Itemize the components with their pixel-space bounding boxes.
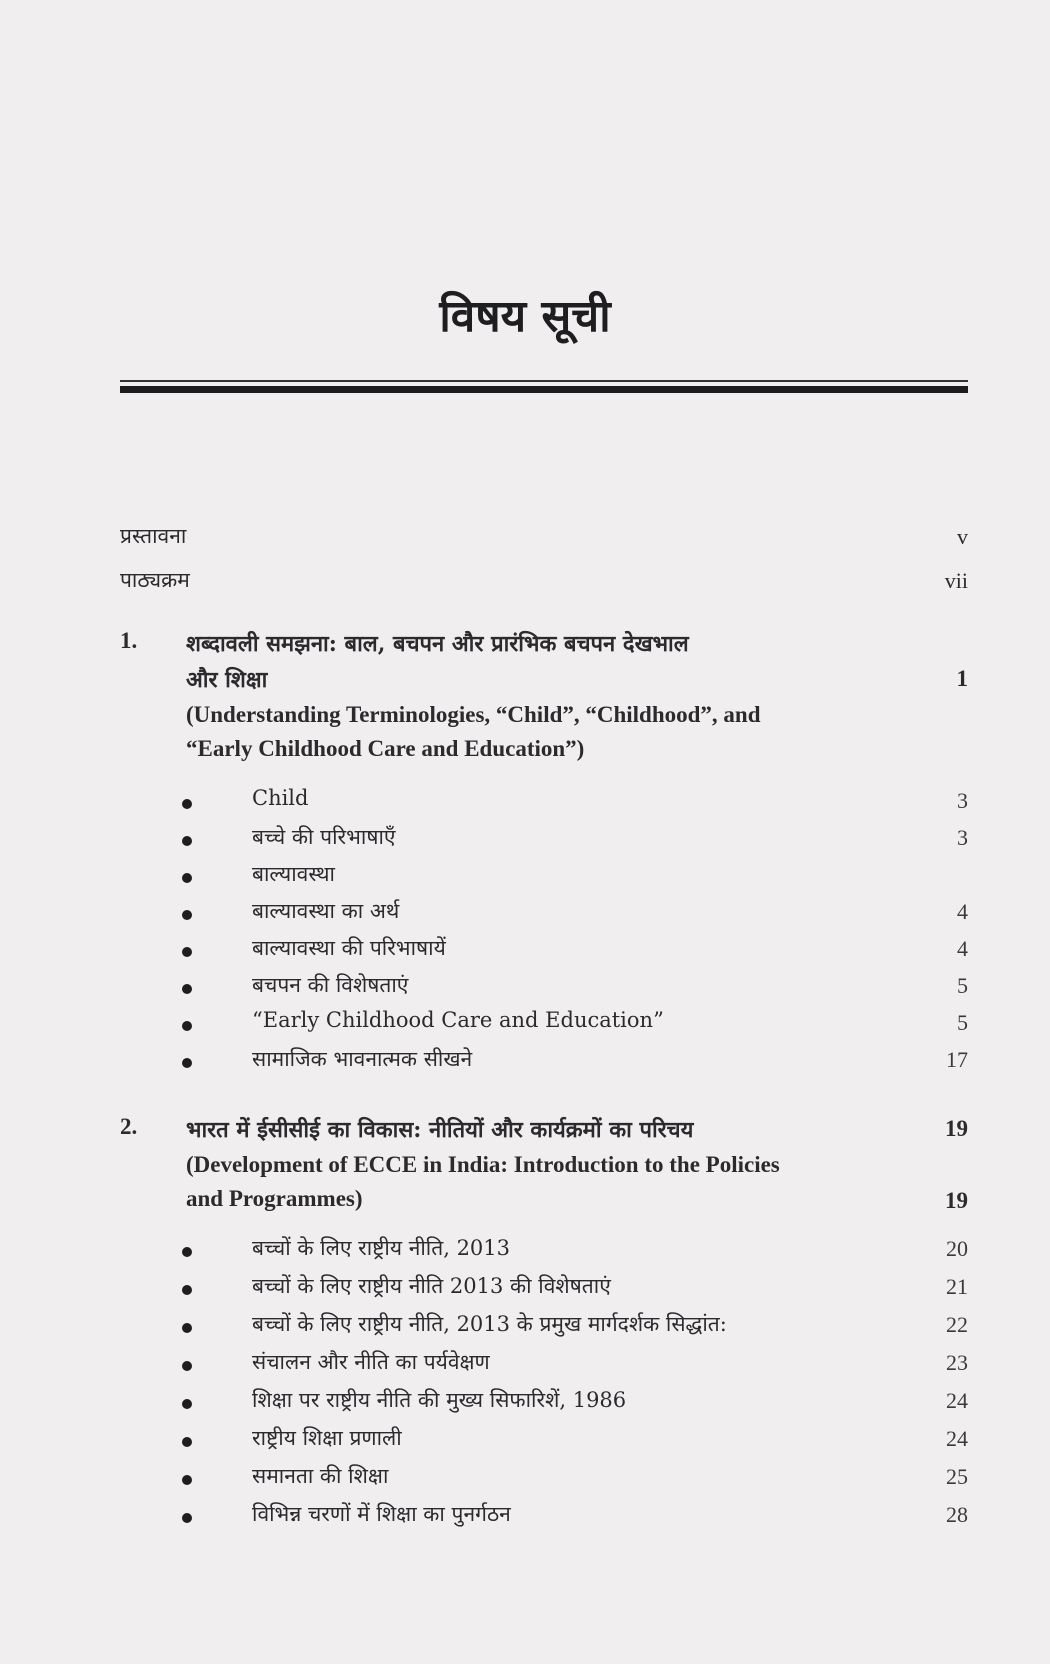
toc-item-text: बच्चे की परिभाषाएँ: [252, 825, 396, 849]
toc-item[interactable]: [120, 823, 968, 859]
page-number: 3: [957, 825, 968, 850]
page-number: 23: [946, 1350, 968, 1375]
bullet-icon: [182, 984, 192, 994]
bullet-icon: [182, 1323, 192, 1333]
toc-item-text: शिक्षा पर राष्ट्रीय नीति की मुख्य सिफारिशें, 1986: [252, 1388, 627, 1412]
chapter-number: 1.: [120, 628, 138, 653]
toc-item[interactable]: [120, 1008, 968, 1044]
page-number: 4: [957, 936, 968, 961]
page-number: 22: [946, 1312, 968, 1337]
bullet-icon: [182, 799, 192, 809]
chapter-title-hindi: भारत में ईसीसीई का विकास: नीतियों और कार्यक्रमों का परिचय: [186, 1117, 694, 1143]
bullet-icon: [182, 1021, 192, 1031]
toc-item[interactable]: [120, 1462, 968, 1498]
toc-item-text: बाल्यावस्था: [252, 862, 335, 886]
page-number: 5: [957, 1010, 968, 1035]
bullet-icon: [182, 1058, 192, 1068]
page-number: v: [957, 524, 968, 549]
page-number: 24: [946, 1388, 968, 1413]
chapter-number: 2.: [120, 1114, 138, 1139]
toc-item[interactable]: [120, 1045, 968, 1081]
page-number: 25: [946, 1464, 968, 1489]
page-number: vii: [944, 568, 968, 593]
bullet-icon: [182, 1361, 192, 1371]
bullet-icon: [182, 1399, 192, 1409]
chapter-page-number: 19: [945, 1188, 968, 1213]
page-number: 24: [946, 1426, 968, 1451]
toc-item-text: बच्चों के लिए राष्ट्रीय नीति 2013 की विशेषताएं: [252, 1274, 611, 1298]
bullet-icon: [182, 1437, 192, 1447]
front-matter-label: पाठ्यक्रम: [120, 568, 190, 592]
toc-item[interactable]: [120, 1348, 968, 1384]
toc-item[interactable]: [120, 786, 968, 822]
toc-item[interactable]: [120, 1424, 968, 1460]
bullet-icon: [182, 873, 192, 883]
bullet-icon: [182, 1285, 192, 1295]
toc-item-text: “Early Childhood Care and Education”: [252, 1008, 664, 1032]
page-number: 20: [946, 1236, 968, 1261]
toc-item[interactable]: [120, 860, 968, 896]
toc-item[interactable]: [120, 1234, 968, 1270]
chapter-title-english: and Programmes): [186, 1186, 363, 1211]
toc-item-text: राष्ट्रीय शिक्षा प्रणाली: [252, 1426, 402, 1450]
page-number: 21: [946, 1274, 968, 1299]
bullet-icon: [182, 1475, 192, 1485]
toc-item[interactable]: [120, 971, 968, 1007]
page-number: 4: [957, 899, 968, 924]
chapter-title-hindi: शब्दावली समझना: बाल, बचपन और प्रारंभिक बचपन देखभाल: [186, 631, 689, 657]
bullet-icon: [182, 947, 192, 957]
chapter-title-hindi: और शिक्षा: [186, 667, 268, 693]
toc-item-text: बाल्यावस्था की परिभाषायें: [252, 936, 446, 960]
toc-item[interactable]: [120, 897, 968, 933]
toc-item[interactable]: [120, 1272, 968, 1308]
toc-item-text: बच्चों के लिए राष्ट्रीय नीति, 2013: [252, 1236, 511, 1260]
toc-item-text: बचपन की विशेषताएं: [252, 973, 409, 997]
bullet-icon: [182, 1513, 192, 1523]
chapter-page-number: 19: [945, 1116, 968, 1141]
chapter-title-english: (Development of ECCE in India: Introduction to the Policies: [186, 1152, 780, 1177]
toc-item-text: Child: [252, 786, 309, 810]
bullet-icon: [182, 836, 192, 846]
title-rule-thick: [120, 386, 968, 393]
toc-item[interactable]: [120, 1310, 968, 1346]
page-number: 28: [946, 1502, 968, 1527]
bullet-icon: [182, 910, 192, 920]
toc-item-text: बाल्यावस्था का अर्थ: [252, 899, 400, 923]
page-number: 5: [957, 973, 968, 998]
toc-item[interactable]: [120, 934, 968, 970]
toc-item-text: संचालन और नीति का पर्यवेक्षण: [252, 1350, 490, 1374]
page-number: 3: [957, 788, 968, 813]
front-matter-label: प्रस्तावना: [120, 524, 187, 548]
page-number: 17: [946, 1047, 968, 1072]
chapter-title-english: (Understanding Terminologies, “Child”, “Childhood”, and: [186, 702, 761, 727]
toc-item-text: समानता की शिक्षा: [252, 1464, 389, 1488]
toc-item-text: बच्चों के लिए राष्ट्रीय नीति, 2013 के प्रमुख मार्गदर्शक सिद्धांत:: [252, 1312, 727, 1336]
bullet-icon: [182, 1247, 192, 1257]
toc-item[interactable]: [120, 1386, 968, 1422]
toc-item-text: विभिन्न चरणों में शिक्षा का पुनर्गठन: [252, 1502, 511, 1526]
chapter-page-number: 1: [956, 666, 968, 691]
toc-item[interactable]: [120, 1500, 968, 1536]
page-title: विषय सूची: [439, 291, 611, 342]
title-rule-thin: [120, 380, 968, 382]
chapter-title-english: “Early Childhood Care and Education”): [186, 736, 585, 761]
toc-item-text: सामाजिक भावनात्मक सीखने: [252, 1047, 473, 1071]
